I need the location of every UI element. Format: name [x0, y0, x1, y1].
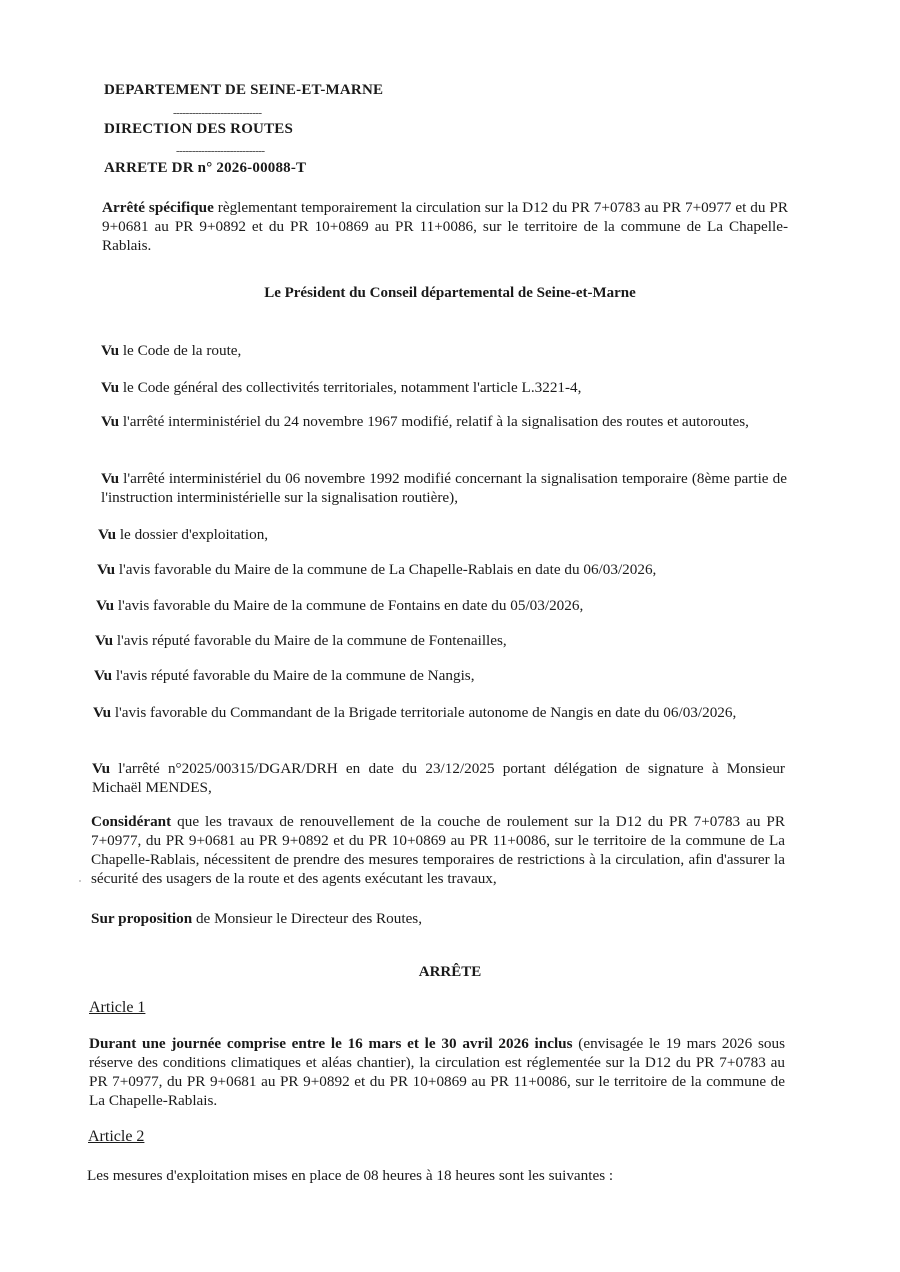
intro-text: règlementant temporairement la circulation sur la D12 du PR 7+0783 au PR 7+0977 et du PR 9+0681 au PR 9+0892 et du PR 10+0869 au PR 11+0086, sur le territoire de la commune de La Chapelle-Rablais.: [102, 199, 788, 254]
vu-item: [95, 631, 785, 650]
intro-paragraph: [102, 198, 788, 255]
intro-bold: Arrêté spécifique: [102, 199, 214, 216]
arrete-number: ARRETE DR n° 2026-00088-T: [104, 160, 307, 176]
vu-item: [101, 341, 787, 360]
separator-line: ----------------------------: [176, 145, 265, 157]
vu-label: Vu: [93, 704, 112, 721]
vu-label: Vu: [98, 526, 117, 543]
vu-item: [96, 596, 786, 615]
vu-item: [97, 560, 787, 579]
vu-item: [101, 412, 787, 431]
proposition-label: Sur proposition: [91, 910, 193, 927]
vu-item: [98, 525, 788, 544]
vu-label: Vu: [101, 342, 120, 359]
article-2-heading: Article 2: [88, 1128, 145, 1145]
vu-label: Vu: [101, 379, 120, 396]
separator-line: ----------------------------: [173, 107, 262, 119]
vu-text: l'avis favorable du Maire de la commune de Fontains en date du 05/03/2026,: [114, 597, 584, 614]
article-1-bold: Durant une journée comprise entre le 16 mars et le 30 avril 2026 inclus: [89, 1035, 573, 1052]
vu-label: Vu: [96, 597, 115, 614]
vu-label: Vu: [101, 470, 120, 487]
arrete-title: ARRÊTE: [418, 964, 482, 980]
vu-item: [101, 469, 787, 507]
vu-text: le Code général des collectivités territoriales, notamment l'article L.3221-4,: [119, 379, 582, 396]
proposition-text: de Monsieur le Directeur des Routes,: [192, 910, 423, 927]
vu-label: Vu: [92, 760, 111, 777]
president-heading: Le Président du Conseil départemental de Seine-et-Marne: [264, 285, 636, 301]
vu-label: Vu: [97, 561, 116, 578]
article-1-paragraph: [89, 1034, 785, 1110]
considerant-label: Considérant: [91, 813, 172, 830]
vu-text: l'avis réputé favorable du Maire de la commune de Fontenailles,: [113, 632, 507, 649]
vu-text: l'arrêté interministériel du 06 novembre 1992 modifié concernant la signalisation temporaire (8ème partie de l'instruction interministérielle sur la signalisation routière),: [101, 470, 787, 506]
vu-item: [101, 378, 787, 397]
vu-item: [93, 703, 785, 722]
proposition-paragraph: [91, 909, 785, 928]
article-1-text: (envisagée le 19 mars 2026 sous réserve des conditions climatiques et aléas chantier), la circulation est réglementée sur la D12 du PR 7+0783 au PR 7+0977, du PR 9+0681 au PR 9+0892 et du PR 10+0869 au PR 11+0086, sur le territoire de la commune de La Chapelle-Rablais.: [89, 1035, 785, 1109]
vu-item: [94, 666, 784, 685]
vu-text: l'arrêté interministériel du 24 novembre 1967 modifié, relatif à la signalisation des routes et autoroutes,: [119, 413, 749, 430]
vu-label: Vu: [94, 667, 113, 684]
vu-item: [92, 759, 785, 797]
department-heading: DEPARTEMENT DE SEINE-ET-MARNE: [104, 82, 384, 98]
vu-label: Vu: [101, 413, 120, 430]
vu-text: le Code de la route,: [119, 342, 242, 359]
scan-speck: [79, 880, 81, 882]
considerant-text: que les travaux de renouvellement de la couche de roulement sur la D12 du PR 7+0783 au PR 7+0977, du PR 9+0681 au PR 9+0892 et du PR 10+0869 au PR 11+0086, sur le territoire de la commune de La Chapelle-Rablais, nécessitent de prendre des mesures temporaires de restrictions à la circulation, afin d'assurer la sécurité des usagers de la route et des agents exécutant les travaux,: [91, 813, 785, 887]
vu-text: le dossier d'exploitation,: [116, 526, 269, 543]
vu-text: l'avis favorable du Commandant de la Brigade territoriale autonome de Nangis en date du 06/03/2026,: [111, 704, 737, 721]
considerant-paragraph: [91, 812, 785, 888]
direction-heading: DIRECTION DES ROUTES: [104, 121, 294, 137]
vu-text: l'avis favorable du Maire de la commune de La Chapelle-Rablais en date du 06/03/2026,: [115, 561, 657, 578]
vu-text: l'avis réputé favorable du Maire de la commune de Nangis,: [112, 667, 475, 684]
article-2-paragraph: Les mesures d'exploitation mises en place de 08 heures à 18 heures sont les suivantes :: [87, 1167, 614, 1184]
vu-text: l'arrêté n°2025/00315/DGAR/DRH en date du 23/12/2025 portant délégation de signature à Monsieur Michaël MENDES,: [92, 760, 785, 796]
vu-label: Vu: [95, 632, 114, 649]
article-1-heading: Article 1: [89, 999, 146, 1016]
